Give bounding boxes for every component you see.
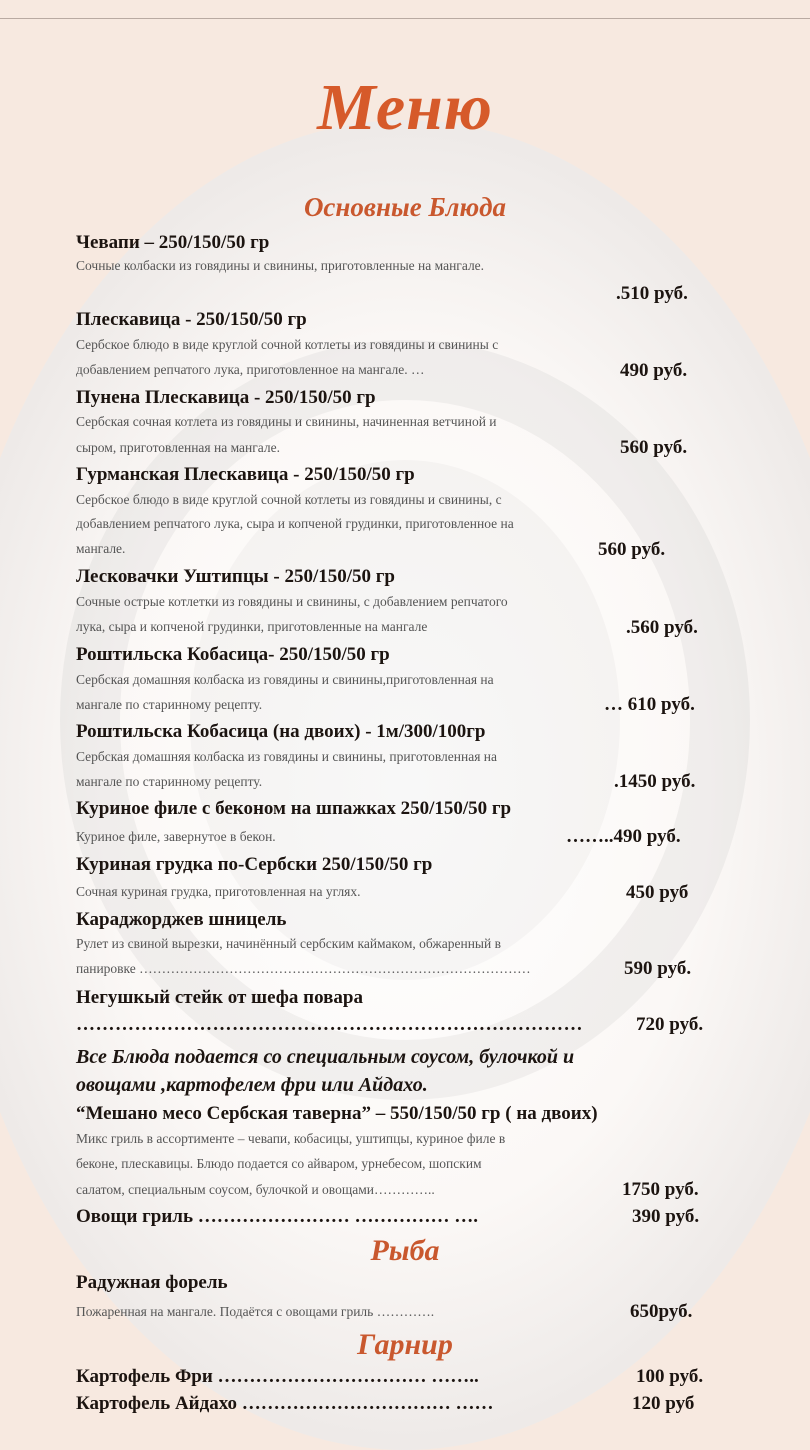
section-garnish: Гарнир xyxy=(357,1328,453,1361)
item-desc-meshano: Микс гриль в ассортименте – чевапи, кобасицы, уштипцы, куриное филе в xyxy=(76,1131,506,1146)
item-name-veg-grill: Овощи гриль …………………… …………… …. xyxy=(76,1206,478,1227)
item-desc-meshano: салатом, специальным соусом, булочкой и овощами………….. xyxy=(76,1182,435,1197)
item-name-chicken-serbian: Куриная грудка по-Сербски 250/150/50 гр xyxy=(76,854,433,875)
item-name-chevapi: Чевапи – 250/150/50 гр xyxy=(76,232,270,253)
item-name-gurmanska: Гурманская Плескавица - 250/150/50 гр xyxy=(76,464,415,485)
item-desc-gurmanska: Сербское блюдо в виде круглой сочной котлеты из говядины и свинины, с xyxy=(76,492,502,507)
item-name-rostiljska-two: Роштильска Кобасица (на двоих) - 1м/300/100гр xyxy=(76,721,486,742)
item-name-trout: Радужная форель xyxy=(76,1272,228,1293)
item-desc-pljeskavica: Сербское блюдо в виде круглой сочной котлеты из говядины и свинины с xyxy=(76,337,499,352)
item-desc-gurmanska: мангале. xyxy=(76,541,126,556)
item-desc-trout: Пожаренная на мангале. Подаётся с овощами гриль …………. xyxy=(76,1304,435,1319)
item-desc-gurmanska: добавлением репчатого лука, сыра и копченой грудинки, приготовленное на xyxy=(76,516,514,531)
item-price-chevapi: .510 руб. xyxy=(616,283,688,304)
item-price-meshano: 1750 руб. xyxy=(622,1179,699,1200)
item-price-karadjordjev: 590 руб. xyxy=(624,958,692,979)
item-price-punjena: 560 руб. xyxy=(620,437,688,458)
item-name-rostiljska: Роштильска Кобасица- 250/150/50 гр xyxy=(76,644,390,665)
item-name-leskovacki: Лесковачки Уштипцы - 250/150/50 гр xyxy=(76,566,395,587)
menu-title: Меню xyxy=(317,71,493,144)
item-price-rostiljska-two: .1450 руб. xyxy=(614,771,696,792)
item-name-punjena: Пунена Плескавица - 250/150/50 гр xyxy=(76,387,376,408)
item-desc-chicken-serbian: Сочная куриная грудка, приготовленная на углях. xyxy=(76,884,361,899)
item-desc-leskovacki: лука, сыра и копченой грудинки, приготовленные на мангале xyxy=(76,619,428,634)
item-desc-rostiljska-two: Сербская домашняя колбаска из говядины и свинины, приготовленная на xyxy=(76,749,498,764)
item-desc-pljeskavica: добавлением репчатого лука, приготовленное на мангале. … xyxy=(76,362,425,377)
item-name-idaho: Картофель Айдахо …………………………… …… xyxy=(76,1393,494,1414)
item-price-leskovacki: .560 руб. xyxy=(626,617,698,638)
item-price-chicken-bacon: ……..490 руб. xyxy=(566,826,681,847)
item-name-fries: Картофель Фри …………………………… …….. xyxy=(76,1366,479,1387)
item-price-trout: 650руб. xyxy=(630,1301,693,1322)
item-desc-chicken-bacon: Куриное филе, завернутое в бекон. xyxy=(76,829,276,844)
item-desc-punjena: сыром, приготовленная на мангале. xyxy=(76,440,281,455)
item-name-steak: Негушкый стейк от шефа повара xyxy=(76,987,363,1008)
section-main-dishes: Основные Блюда xyxy=(303,192,507,222)
item-price-veg-grill: 390 руб. xyxy=(632,1206,700,1227)
item-desc-rostiljska: мангале по старинному рецепту. xyxy=(76,697,263,712)
section-fish: Рыба xyxy=(370,1234,440,1267)
item-price-steak: 720 руб. xyxy=(636,1014,704,1035)
item-name-meshano: “Мешано месо Сербская таверна” – 550/150/50 гр ( на двоих) xyxy=(76,1103,598,1124)
item-desc-leskovacki: Сочные острые котлетки из говядины и свинины, с добавлением репчатого xyxy=(76,594,508,609)
item-desc-meshano: беконе, плескавицы. Блюдо подается со айваром, урнебесом, шопским xyxy=(76,1156,482,1171)
item-desc-karadjordjev: Рулет из свиной вырезки, начинённый сербским каймаком, обжаренный в xyxy=(76,936,501,951)
item-price-idaho: 120 руб xyxy=(632,1393,695,1414)
item-name-pljeskavica: Плескавица - 250/150/50 гр xyxy=(76,309,307,330)
serving-note: овощами ,картофелем фри или Айдахо. xyxy=(76,1074,428,1096)
item-price-pljeskavica: 490 руб. xyxy=(620,360,688,381)
item-desc-punjena: Сербская сочная котлета из говядины и свинины, начиненная ветчиной и xyxy=(76,414,497,429)
item-price-fries: 100 руб. xyxy=(636,1366,704,1387)
item-name-chicken-bacon: Куриное филе с беконом на шпажках 250/150/50 гр xyxy=(76,798,512,819)
item-price-chicken-serbian: 450 руб xyxy=(626,882,689,903)
item-price-rostiljska: … 610 руб. xyxy=(604,694,695,715)
item-name-karadjordjev: Караджорджев шницель xyxy=(76,909,287,930)
item-desc-rostiljska-two: мангале по старинному рецепту. xyxy=(76,774,263,789)
item-desc-chevapi: Сочные колбаски из говядины и свинины, приготовленные на мангале. xyxy=(76,258,485,273)
serving-note: Все Блюда подается со специальным соусом, булочкой и xyxy=(76,1046,575,1068)
item-dots-steak: …………………………………………………………………… xyxy=(76,1014,583,1035)
item-desc-karadjordjev: панировке …………………………………………………………………………… xyxy=(76,961,531,976)
item-desc-rostiljska: Сербская домашняя колбаска из говядины и свинины,приготовленная на xyxy=(76,672,494,687)
item-price-gurmanska: 560 руб. xyxy=(598,539,666,560)
